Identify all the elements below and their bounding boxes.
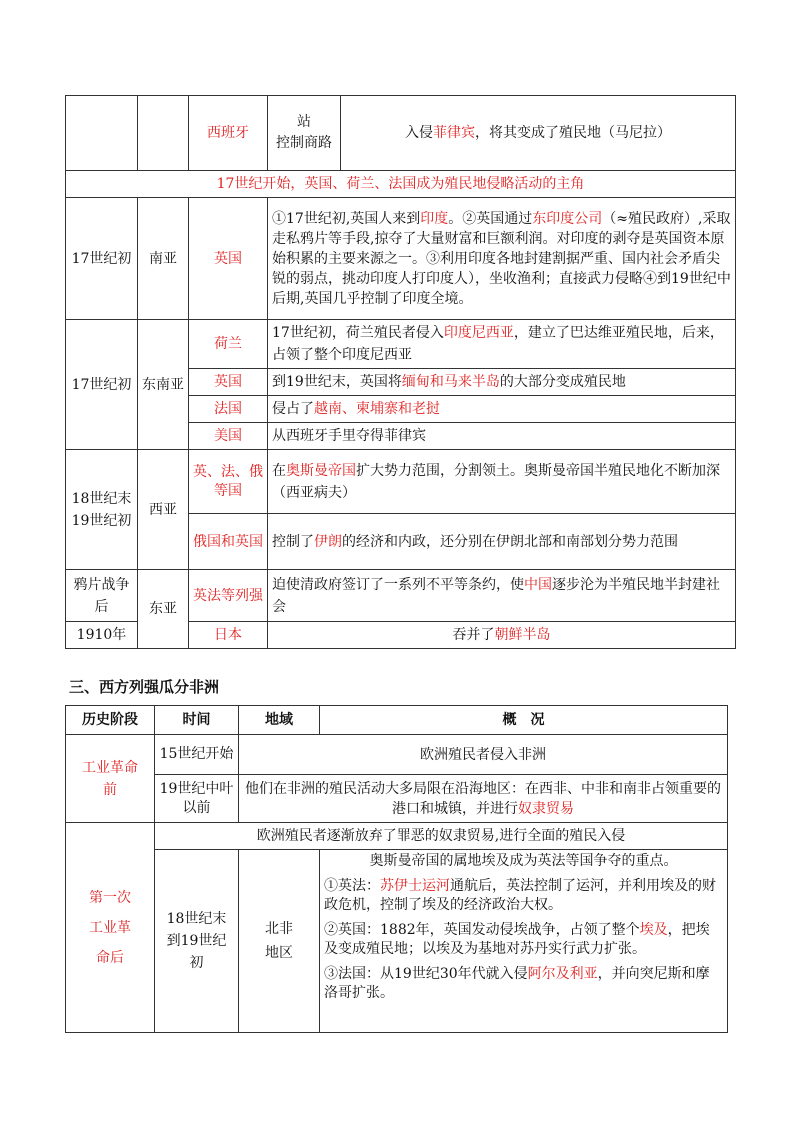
country-cell: 日本: [189, 622, 268, 649]
description-cell: [268, 423, 736, 450]
desc-text: 的大部分变成殖民地: [499, 374, 626, 390]
desc-highlight: 奴隶贸易: [518, 800, 574, 817]
point-2: [324, 921, 723, 959]
region-cell: 北非地区: [239, 850, 320, 1033]
time-cell: 19世纪中叶以前: [155, 775, 239, 823]
desc-text: 。②英国通过: [448, 210, 533, 227]
table-row: [66, 450, 736, 514]
desc-highlight: 印度尼西亚: [443, 325, 514, 341]
banner-cell: 欧洲殖民者逐渐放弃了罪恶的奴隶贸易,进行全面的殖民入侵: [155, 823, 728, 850]
description-cell: [268, 198, 736, 320]
stage-cell: 第一次工业革命后: [66, 823, 155, 1033]
time-cell: [66, 96, 138, 171]
description-cell: [268, 450, 736, 514]
description-cell: [268, 396, 736, 423]
time-cell: 1910年: [66, 622, 138, 649]
desc-text: 通航后，英法控制了运河，并利用埃及的财政危机，控制了埃及的经济政治大权。: [324, 878, 716, 913]
description-cell: [320, 850, 728, 1033]
desc-text: 迫使清政府签订了一系列不平等条约，使: [272, 576, 524, 593]
description-cell: [268, 320, 736, 369]
desc-text: ，把埃及变成殖民地；以埃及为基地对苏丹实行武力扩张。: [324, 922, 710, 957]
desc-text: ①17世纪初,英国人来到: [272, 210, 421, 227]
desc-highlight: 朝鲜半岛: [494, 627, 551, 643]
header-overview: 概 况: [320, 706, 728, 735]
country-cell: 西班牙: [189, 96, 268, 171]
description-cell: [239, 775, 728, 823]
desc-text: 吞并了: [452, 627, 495, 643]
country-cell: 英国: [189, 198, 268, 320]
country-cell: 英国: [189, 369, 268, 396]
desc-text: 控制了: [272, 533, 314, 550]
table-row: [66, 198, 736, 320]
desc-text: ①英法：: [324, 878, 380, 894]
description-cell: [239, 735, 728, 775]
desc-highlight: 越南、柬埔寨和老挝: [314, 401, 440, 417]
description-cell: [268, 622, 736, 649]
time-cell: 17世纪初: [66, 198, 138, 320]
time-cell: 17世纪初: [66, 320, 138, 450]
header-row: [66, 706, 728, 735]
desc-text: 他们在非洲的殖民活动大多局限在沿海地区：在西非、中非和南非占领重要的港口和城镇，并进行: [245, 780, 721, 817]
point-3: [324, 965, 723, 1003]
desc-text: ③法国：从19世纪30年代就入侵: [324, 966, 528, 982]
desc-text: 的经济和内政，还分别在伊朗北部和南部划分势力范围: [342, 533, 678, 550]
africa-partition-table: [65, 705, 728, 1033]
desc-highlight: 缅甸和马来半岛: [401, 374, 500, 390]
country-cell: 俄国和英国: [189, 514, 268, 570]
description-cell: [268, 570, 736, 622]
desc-text: 17世纪初，荷兰殖民者侵入: [272, 325, 444, 341]
table-row: [66, 823, 728, 850]
desc-text: 在: [272, 462, 286, 479]
country-cell: 荷兰: [189, 320, 268, 369]
region-cell: 东亚: [138, 570, 189, 649]
region-cell: 东南亚: [138, 320, 189, 450]
point-1: [324, 877, 723, 915]
region-cell: 南亚: [138, 198, 189, 320]
desc-highlight: 埃及: [639, 922, 668, 938]
desc-text: ，建立了巴达维亚殖民地，后来，占领了整个印度尼西亚: [272, 325, 724, 363]
asia-colonization-table: [65, 95, 736, 649]
table-row: [66, 850, 728, 1033]
banner-row: [66, 171, 736, 198]
time-cell: 鸦片战争后: [66, 570, 138, 622]
table-row: [66, 96, 736, 171]
description-cell: [268, 369, 736, 396]
time-cell: 15世纪开始: [155, 735, 239, 775]
country-cell: 英法等列强: [189, 570, 268, 622]
country-cell: 法国: [189, 396, 268, 423]
desc-highlight: 东印度公司: [532, 210, 603, 227]
desc-highlight: 中国: [524, 576, 552, 593]
header-region: 地域: [239, 706, 320, 735]
intro-text: 奥斯曼帝国的属地埃及成为英法等国争夺的重点。: [369, 853, 678, 869]
desc-text: 扩大势力范围，分割领土。奥斯曼帝国半殖民地化不断加深（西亚病夫）: [272, 462, 720, 501]
table-row: [66, 320, 736, 369]
region-cell: [138, 96, 189, 171]
desc-text: ，并向突尼斯和摩洛哥扩张。: [324, 966, 710, 1001]
country-cell: 英、法、俄等国: [189, 450, 268, 514]
desc-highlight: 伊朗: [314, 533, 342, 550]
desc-text: ，将其变成了殖民地（马尼拉）: [475, 125, 671, 141]
desc-highlight: 印度: [420, 210, 449, 227]
table-row: [66, 570, 736, 622]
desc-text: ②英国：1882年，英国发动侵埃战争，占领了整个: [324, 922, 640, 938]
desc-text: 欧洲殖民者侵入非洲: [420, 746, 546, 763]
region-note-cell: 站 控制商路: [268, 96, 341, 171]
desc-text: 到19世纪末，英国将: [272, 374, 402, 390]
table-row: [66, 775, 728, 823]
description-cell: [268, 514, 736, 570]
desc-text: 逐步沦为半殖民地半封建社会: [272, 576, 720, 615]
header-time: 时间: [155, 706, 239, 735]
header-stage: 历史阶段: [66, 706, 155, 735]
desc-highlight: 阿尔及利亚: [527, 966, 598, 982]
desc-text: 入侵: [405, 125, 433, 141]
desc-highlight: 奥斯曼帝国: [286, 462, 356, 479]
country-cell: 美国: [189, 423, 268, 450]
region-cell: 西亚: [138, 450, 189, 570]
stage-cell: 工业革命前: [66, 735, 155, 823]
desc-highlight: 苏伊士运河: [380, 878, 450, 894]
section-title: 三、西方列强瓜分非洲: [69, 678, 220, 696]
desc-text: （≈殖民政府）,采取走私鸦片等手段,掠夺了大量财富和巨额利润。对印度的剥夺是英国资本原始积累的主要来源之一。③利用印度各地封建割据严重、国内社会矛盾尖锐的弱点，挑动印度人打印度人），坐收渔利；直接武力侵略④到19世纪中后期,英国几乎控制了印度全境。: [272, 210, 731, 307]
time-cell: 18世纪末19世纪初: [66, 450, 138, 570]
table-row: [66, 735, 728, 775]
banner-cell: 17世纪开始，英国、荷兰、法国成为殖民地侵略活动的主角: [66, 171, 736, 198]
desc-text: 从西班牙手里夺得菲律宾: [272, 428, 426, 444]
desc-text: 侵占了: [272, 401, 314, 417]
desc-highlight: 菲律宾: [433, 125, 475, 141]
time-cell: 18世纪末到19世纪初: [155, 850, 239, 1033]
description-cell: [341, 96, 736, 171]
